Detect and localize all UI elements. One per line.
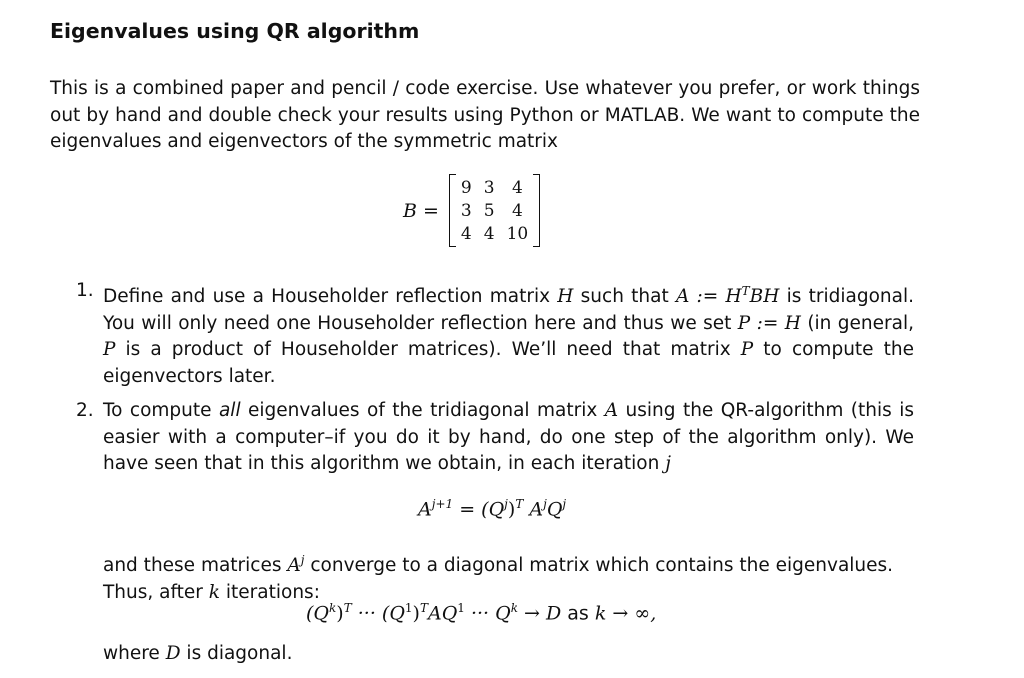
- list-item-text: Define and use a Householder reflection matrix H such that A := $H^TBH$ is tridiagonal. You will only need one Householder reflection here and thus we set P := H (in general, P is a product of Householder matrices). We’ll need that matrix P to compute the eigenvectors later.: [103, 284, 915, 387]
- matrix-cell: 4: [511, 200, 523, 221]
- matrix-cell: 3: [460, 200, 472, 221]
- matrix-cell: 3: [483, 177, 495, 198]
- matrix-b: [449, 174, 540, 247]
- convergence-equation: $(Q^k)^T$ ··· $(Q^1)^TAQ^1$ ··· $Q^k \to D$ as k → ∞,: [306, 601, 657, 625]
- matrix-cell: 10: [506, 223, 529, 244]
- list-number: 2.: [76, 400, 94, 421]
- convergence-paragraph: and these matrices $A^j$ converge to a diagonal matrix which contains the eigenvalues. Thus, after k iterations:: [103, 553, 894, 603]
- matrix-label: B =: [403, 199, 439, 222]
- matrix-row: [455, 222, 534, 245]
- list-item-1: [76, 278, 914, 390]
- list-number: 1.: [76, 280, 94, 301]
- matrix-cell: 4: [460, 223, 472, 244]
- matrix-cell: 4: [511, 177, 523, 198]
- matrix-row: [455, 176, 534, 199]
- diagonal-note: where D is diagonal.: [103, 643, 293, 664]
- qr-iteration-equation: $A^{j+1} = (Q^j)^T$ $A^jQ^j$: [418, 497, 567, 521]
- matrix-equation: [403, 174, 540, 247]
- list-item-2: [76, 398, 914, 478]
- matrix-table: [455, 176, 534, 245]
- matrix-cell: 4: [483, 223, 495, 244]
- matrix-cell: 9: [460, 177, 472, 198]
- page-title: Eigenvalues using QR algorithm: [50, 19, 420, 43]
- matrix-cell: 5: [483, 200, 495, 221]
- intro-paragraph: This is a combined paper and pencil / code exercise. Use whatever you prefer, or work things out by hand and double check your results using Python or MATLAB. We want to compute the eigenvalues and eigenvectors of the symmetric matrix: [50, 78, 920, 152]
- matrix-row: [455, 199, 534, 222]
- list-item-text: To compute all eigenvalues of the tridiagonal matrix A using the QR-algorithm (this is easier with a computer–if you do it by hand, do one step of the algorithm only). We have seen that in this algorithm we obtain, in each iteration j: [103, 400, 914, 474]
